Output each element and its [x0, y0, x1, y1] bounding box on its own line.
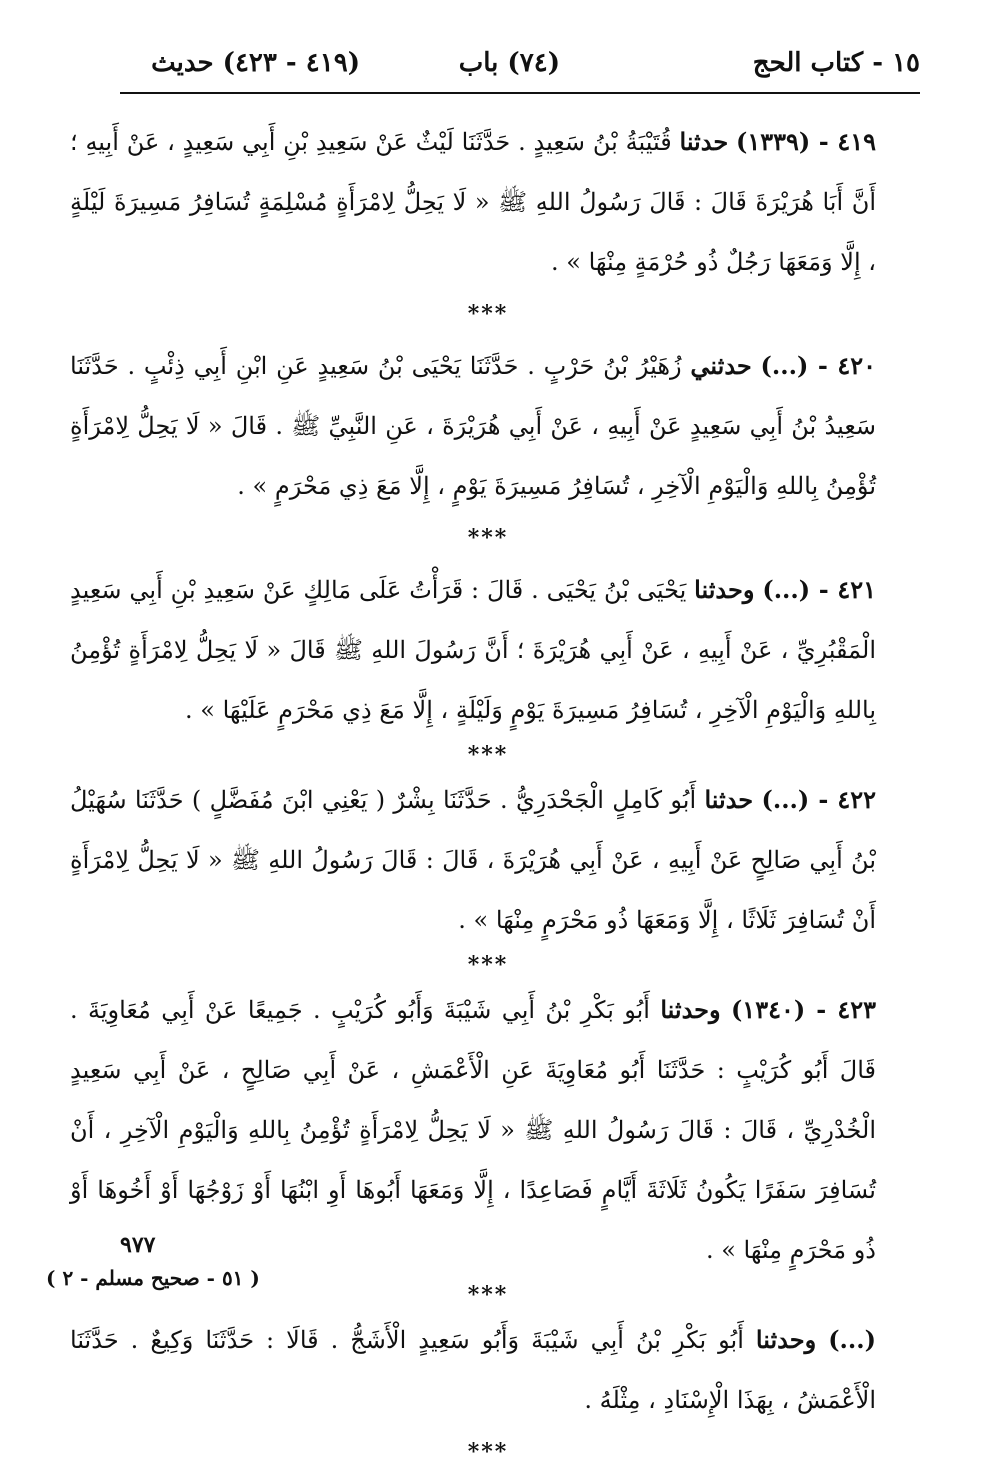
hadith-opening: حدثنا: [679, 127, 729, 156]
hadith-text: زُهَيْرُ بْنُ حَرْبٍ . حَدَّثَنَا يَحْيَى بْنُ سَعِيدٍ عَنِ ابْنِ أَبِي ذِئْبٍ . حَدَّثَنَا سَعِيدُ بْنُ أَبِي سَعِيدٍ عَنْ أَبِيهِ ، عَنْ أَبِي هُرَيْرَةَ ، عَنِ النَّبِيِّ ﷺ . قَالَ « لَا يَحِلُّ لِامْرَأَةٍ تُؤْمِنُ بِاللهِ وَالْيَوْمِ الْآخِرِ ، تُسَافِرُ مَسِيرَةَ يَوْمٍ ، إِلَّا مَعَ ذِي مَحْرَمٍ » .: [70, 352, 876, 500]
separator-stars: ***: [467, 1282, 509, 1308]
hadith-419: [70, 112, 876, 292]
hadith-range: (٤١٩ - ٤٢٣) حديث: [151, 48, 360, 78]
book-title: ١٥ - كتاب الحج: [752, 48, 920, 78]
separator-stars: ***: [467, 301, 509, 327]
hadith-number: ٤٢٣ - (١٣٤٠): [730, 995, 876, 1024]
hadith-420: [70, 336, 876, 516]
hadith-number: ٤٢١ - (...): [762, 575, 876, 604]
hadith-423-variant: [70, 1310, 876, 1430]
chapter-label: (٧٤) باب: [458, 48, 560, 78]
page-number: ٩٧٧: [120, 1232, 156, 1258]
separator-stars: ***: [467, 952, 509, 978]
separator-stars: ***: [467, 525, 509, 551]
separator-stars: ***: [467, 742, 509, 768]
hadith-423: [70, 980, 876, 1280]
hadith-opening: حدثنا: [704, 785, 754, 814]
hadith-opening: وحدثنا: [694, 575, 755, 604]
hadith-text: قُتَيْبَةُ بْنُ سَعِيدٍ . حَدَّثَنَا لَيْثٌ عَنْ سَعِيدِ بْنِ أَبِي سَعِيدٍ ، عَنْ أَبِيهِ ؛ أَنَّ أَبَا هُرَيْرَةَ قَالَ : قَالَ رَسُولُ اللهِ ﷺ « لَا يَحِلُّ لِامْرَأَةٍ مُسْلِمَةٍ تُسَافِرُ مَسِيرَةَ لَيْلَةٍ ، إِلَّا وَمَعَهَا رَجُلٌ ذُو حُرْمَةٍ مِنْهَا » .: [70, 128, 876, 276]
hadith-text: أَبُو بَكْرِ بْنُ أَبِي شَيْبَةَ وَأَبُو سَعِيدٍ الْأَشَجُّ . قَالَا : حَدَّثَنَا وَكِيعٌ . حَدَّثَنَا الْأَعْمَشُ ، بِهَذَا الْإِسْنَادِ ، مِثْلَهُ .: [70, 1326, 876, 1414]
hadith-text: أَبُو كَامِلٍ الْجَحْدَرِيُّ . حَدَّثَنَا بِشْرٌ ( يَعْنِي ابْنَ مُفَضَّلٍ ) حَدَّثَنَا سُهَيْلُ بْنُ أَبِي صَالِحٍ عَنْ أَبِيهِ ، عَنْ أَبِي هُرَيْرَةَ ، قَالَ : قَالَ رَسُولُ اللهِ ﷺ « لَا يَحِلُّ لِامْرَأَةٍ أَنْ تُسَافِرَ ثَلَاثًا ، إِلَّا وَمَعَهَا ذُو مَحْرَمٍ مِنْهَا » .: [70, 786, 876, 934]
header-rule: [120, 92, 920, 94]
hadith-number: (...): [828, 1325, 876, 1354]
printer-signature: ( ٥١ - صحيح مسلم - ٢ ): [46, 1266, 260, 1290]
hadith-422: [70, 770, 876, 950]
hadith-text: أَبُو بَكْرِ بْنُ أَبِي شَيْبَةَ وَأَبُو كُرَيْبٍ . جَمِيعًا عَنْ أَبِي مُعَاوِيَةَ . قَالَ أَبُو كُرَيْبٍ : حَدَّثَنَا أَبُو مُعَاوِيَةَ عَنِ الْأَعْمَشِ ، عَنْ أَبِي صَالِحٍ ، عَنْ أَبِي سَعِيدٍ الْخُدْرِيِّ ، قَالَ : قَالَ رَسُولُ اللهِ ﷺ « لَا يَحِلُّ لِامْرَأَةٍ تُؤْمِنُ بِاللهِ وَالْيَوْمِ الْآخِرِ ، أَنْ تُسَافِرَ سَفَرًا يَكُونُ ثَلَاثَةَ أَيَّامٍ فَصَاعِدًا ، إِلَّا وَمَعَهَا أَبُوهَا أَوِ ابْنُهَا أَوْ زَوْجُهَا أَوْ أَخُوهَا أَوْ ذُو مَحْرَمٍ مِنْهَا » .: [70, 996, 876, 1264]
hadith-opening: حدثني: [690, 351, 752, 380]
hadith-number: ٤٢٢ - (...): [761, 785, 877, 814]
hadith-opening: وحدثنا: [660, 995, 721, 1024]
hadith-number: ٤٢٠ - (...): [760, 351, 876, 380]
hadith-number: ٤١٩ - (١٣٣٩): [735, 127, 876, 156]
running-header: [120, 40, 920, 86]
hadith-421: [70, 560, 876, 740]
separator-stars: ***: [467, 1439, 509, 1465]
hadith-text: يَحْيَى بْنُ يَحْيَى . قَالَ : قَرَأْتُ عَلَى مَالِكٍ عَنْ سَعِيدِ بْنِ أَبِي سَعِيدٍ الْمَقْبُرِيِّ ، عَنْ أَبِيهِ ، عَنْ أَبِي هُرَيْرَةَ ؛ أَنَّ رَسُولَ اللهِ ﷺ قَالَ « لَا يَحِلُّ لِامْرَأَةٍ تُؤْمِنُ بِاللهِ وَالْيَوْمِ الْآخِرِ ، تُسَافِرُ مَسِيرَةَ يَوْمٍ وَلَيْلَةٍ ، إِلَّا مَعَ ذِي مَحْرَمٍ عَلَيْهَا » .: [70, 576, 876, 724]
hadith-opening: وحدثنا: [755, 1325, 817, 1354]
